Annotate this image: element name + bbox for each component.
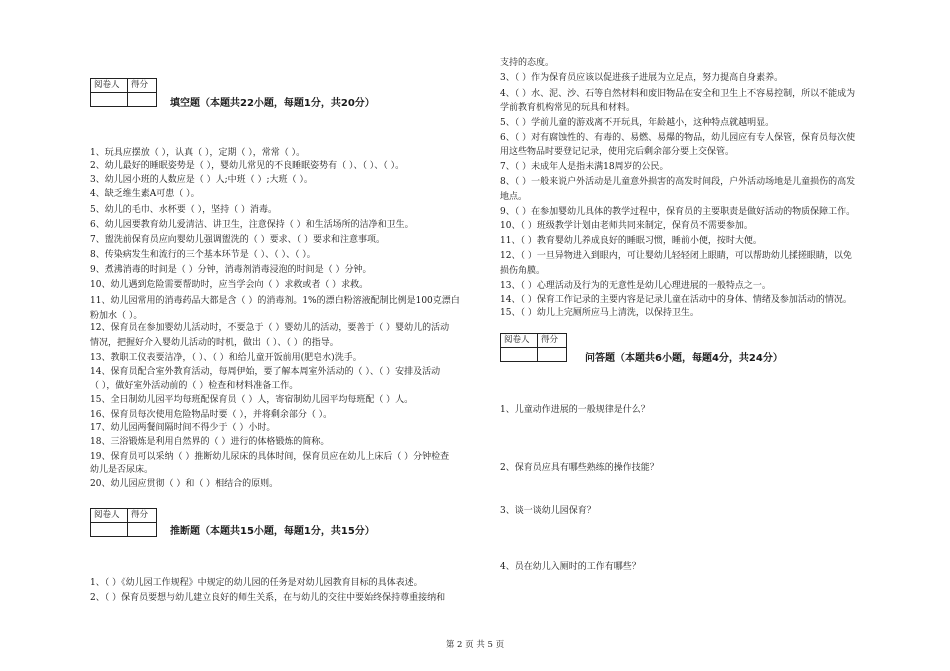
score-label: 得分 bbox=[128, 79, 157, 93]
question-line: 1、（ ）《幼儿园工作规程》中规定的幼儿园的任务是对幼儿园教育目标的具体表述。 bbox=[90, 578, 423, 588]
question-line: 损伤角膜。 bbox=[500, 266, 546, 276]
section-title-judge: 推断题（本题共15小题，每题1分，共15分） bbox=[170, 526, 375, 537]
question-line: 用这些物品时要登记记录，使用完后剩余部分要上交保管。 bbox=[500, 147, 735, 157]
question-line: 1、儿童动作进展的一般规律是什么？ bbox=[500, 405, 650, 415]
question-line: 6、（ ）对有腐蚀性的、有毒的、易燃、易爆的物品，幼儿园应有专人保管，保育员每次使 bbox=[500, 133, 856, 143]
question-line: 20、幼儿园应贯彻（ ）和（ ）相结合的原则。 bbox=[90, 479, 279, 489]
score-cell[interactable] bbox=[128, 523, 157, 537]
question-line: 2、幼儿最好的睡眠姿势是（ ），婴幼儿常见的不良睡眠姿势有（ ）、（ ）、（ ）。 bbox=[90, 161, 405, 171]
question-line: 7、（ ）未成年人是指未满18周岁的公民。 bbox=[500, 162, 669, 172]
question-line: 15、全日制幼儿园平均每班配保育员（ ）人，寄宿制幼儿园平均每班配（ ）人。 bbox=[90, 395, 414, 405]
question-line: 18、三浴锻炼是利用自然界的（ ）进行的体格锻炼的简称。 bbox=[90, 437, 330, 447]
question-line: 16、保育员每次使用危险物品时要（ ），并将剩余部分（ ）。 bbox=[90, 410, 333, 420]
section-title-qa: 问答题（本题共6小题，每题4分，共24分） bbox=[585, 353, 783, 364]
reviewer-cell[interactable] bbox=[91, 523, 128, 537]
score-box-judge bbox=[90, 508, 157, 537]
question-line: 12、（ ）一旦异物进入到眼内，可让婴幼儿轻轻闭上眼睛，可以帮助幼儿揉搓眼睛，以免 bbox=[500, 251, 852, 261]
question-line: 4、员在幼儿入厕时的工作有哪些？ bbox=[500, 562, 641, 572]
score-box-fill bbox=[90, 78, 157, 107]
question-line: 支持的态度。 bbox=[500, 58, 555, 68]
question-line: 5、（ ）学前儿童的游戏离不开玩具，年龄越小，这种特点就越明显。 bbox=[500, 118, 775, 128]
question-line: 9、（ ）在参加婴幼儿具体的教学过程中，保育员的主要职责是做好活动的物质保障工作。 bbox=[500, 207, 856, 217]
question-line: 地点。 bbox=[500, 192, 528, 202]
score-cell[interactable] bbox=[128, 93, 157, 107]
question-line: 11、（ ）教育婴幼儿养成良好的睡眠习惯，睡前小便，按时大便。 bbox=[500, 236, 762, 246]
score-box-qa bbox=[500, 333, 567, 362]
question-line: 12、保育员在参加婴幼儿活动时，不要急于（ ）婴幼儿的活动，要善于（ ）婴幼儿的活动 bbox=[90, 323, 450, 333]
question-line: 1、玩具应摆放（ ），认真（ ），定期（ ），常常（ ）。 bbox=[90, 148, 306, 158]
reviewer-cell[interactable] bbox=[91, 93, 128, 107]
question-line: 3、谈一谈幼儿园保育？ bbox=[500, 506, 596, 516]
question-line: 8、（ ）一般来说户外活动是儿童意外损害的高发时间段，户外活动场地是儿童损伤的高发 bbox=[500, 177, 856, 187]
question-line: 15、（ ）幼儿上完厕所应马上清洗，以保持卫生。 bbox=[500, 308, 699, 318]
question-line: 8、传染病发生和流行的三个基本环节是（ ）、（ ）、（ ）。 bbox=[90, 250, 316, 260]
question-line: 17、幼儿园两餐间隔时间不得少于（ ）小时。 bbox=[90, 423, 276, 433]
question-line: 4、缺乏维生素A可患（ ）。 bbox=[90, 189, 200, 199]
reviewer-label: 阅卷人 bbox=[91, 509, 128, 523]
question-line: 10、幼儿遇到危险需要帮助时，应当学会向（ ）求救或者（ ）求救。 bbox=[90, 280, 369, 290]
page-footer: 第 2 页 共 5 页 bbox=[445, 640, 505, 650]
score-label: 得分 bbox=[538, 334, 567, 348]
question-line: 5、幼儿的毛巾、水杯要（ ），坚持（ ）消毒。 bbox=[90, 205, 277, 215]
question-line: 学前教育机构常见的玩具和材料。 bbox=[500, 103, 636, 113]
question-line: （ ），做好室外活动前的（ ）检查和材料准备工作。 bbox=[90, 381, 299, 391]
question-line: 3、（ ）作为保育员应该以促进孩子进展为立足点，努力提高自身素养。 bbox=[500, 73, 784, 83]
score-cell[interactable] bbox=[538, 348, 567, 362]
question-line: 6、幼儿园要教育幼儿爱清洁、讲卫生，注意保持（ ）和生活场所的洁净和卫生。 bbox=[90, 220, 414, 230]
question-line: 2、保育员应具有哪些熟练的操作技能？ bbox=[500, 463, 659, 473]
question-line: 幼儿是否尿床。 bbox=[90, 465, 154, 475]
question-line: 10、（ ）班级教学计划由老师共同来制定，保育员不需要参加。 bbox=[500, 221, 753, 231]
question-line: 2、（ ）保育员要想与幼儿建立良好的师生关系，在与幼儿的交往中要始终保持尊重接纳和 bbox=[90, 593, 446, 603]
reviewer-label: 阅卷人 bbox=[501, 334, 538, 348]
question-line: 13、教职工仪表要洁净，（ ）、（ ）和给儿童开饭前用(肥皂水)洗手。 bbox=[90, 353, 362, 363]
question-line: 11、幼儿园常用的消毒药品大都是含（ ）的消毒剂。1%的漂白粉溶液配制比例是100克漂白 bbox=[90, 296, 460, 306]
question-line: 13、（ ）心理活动及行为的无意性是幼儿心理进展的一般特点之一。 bbox=[500, 281, 771, 291]
section-title-fill: 填空题（本题共22小题，每题1分，共20分） bbox=[170, 98, 375, 109]
question-line: 7、盥洗前保育员应向婴幼儿强调盥洗的（ ）要求、（ ）要求和注意事项。 bbox=[90, 235, 385, 245]
question-line: 情况，把握好介入婴幼儿活动的时机，做出（ ）、（ ）的指导。 bbox=[90, 338, 339, 348]
score-label: 得分 bbox=[128, 509, 157, 523]
reviewer-label: 阅卷人 bbox=[91, 79, 128, 93]
question-line: 14、（ ）保育工作记录的主要内容是记录儿童在活动中的身体、情绪及参加活动的情况。 bbox=[500, 295, 852, 305]
question-line: 9、煮沸消毒的时间是（ ）分钟，消毒剂消毒浸泡的时间是（ ）分钟。 bbox=[90, 265, 372, 275]
reviewer-cell[interactable] bbox=[501, 348, 538, 362]
question-line: 4、（ ）水、泥、沙、石等自然材料和废旧物品在安全和卫生上不容易控制，所以不能成为 bbox=[500, 89, 856, 99]
question-line: 19、保育员可以采纳（ ）推断幼儿尿床的具体时间，保育员应在幼儿上床后（ ）分钟检查 bbox=[90, 452, 450, 462]
question-line: 3、幼儿园小班的人数应是（ ）人;中班（ ）;大班（ ）。 bbox=[90, 175, 313, 185]
question-line: 粉加水（ ）。 bbox=[90, 311, 143, 321]
question-line: 14、保育员配合室外教育活动，每周伊始，要了解本周室外活动的（ ）、（ ）安排及活动 bbox=[90, 367, 441, 377]
